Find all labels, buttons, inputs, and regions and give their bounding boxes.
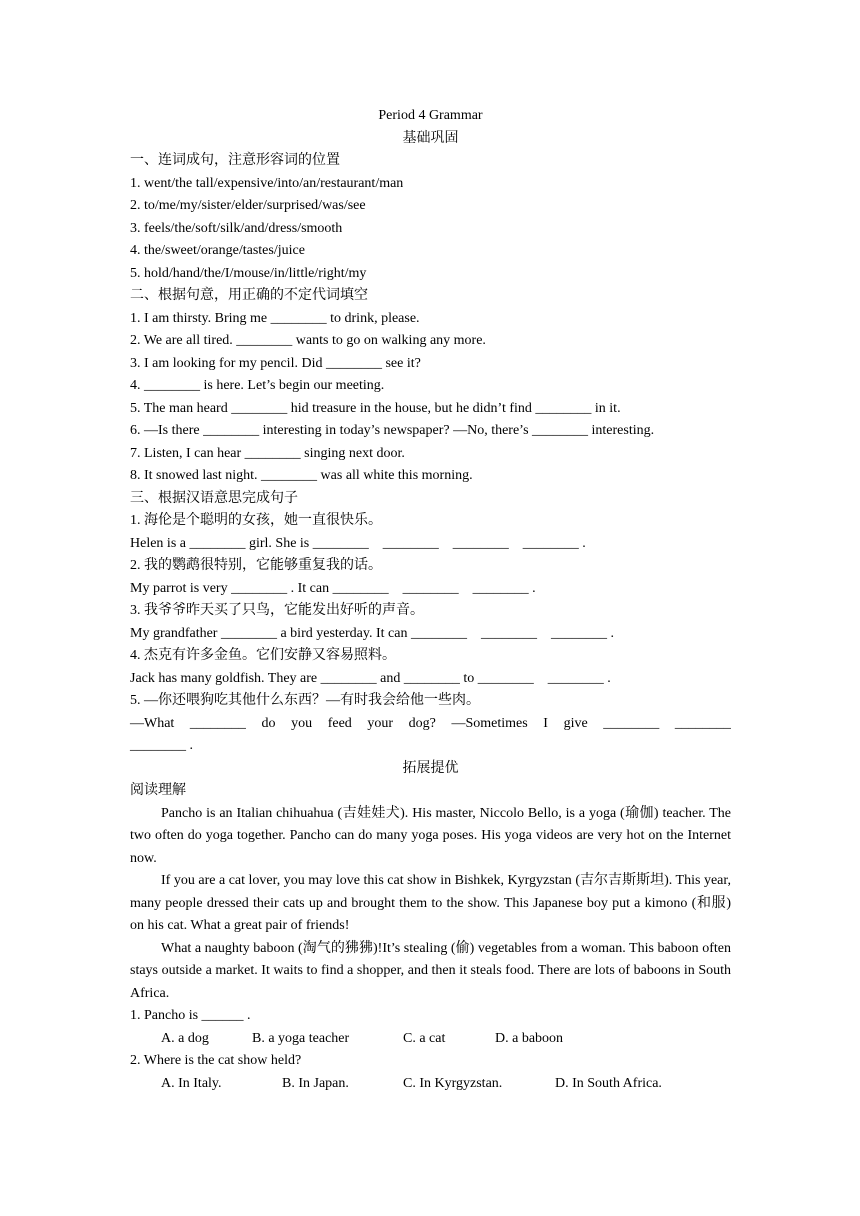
part2-item-2: 2. We are all tired. ________ wants to go on walking any more.: [130, 333, 486, 348]
question-2-options: [130, 1073, 731, 1096]
page-title: Period 4 Grammar: [378, 108, 483, 123]
option-c: C. In Kyrgyzstan.: [403, 1075, 503, 1091]
part3-item-1-chinese: 1. 海伦是个聪明的女孩，她一直很快乐。: [130, 513, 382, 528]
part2-item-1: 1. I am thirsty. Bring me ________ to drink, please.: [130, 310, 420, 326]
question-2: 2. Where is the cat show held?: [130, 1053, 302, 1068]
part2-item-8: 8. It snowed last night. ________ was all white this morning.: [130, 468, 473, 483]
part1-item-1: 1. went/the tall/expensive/into/an/restaurant/man: [130, 175, 404, 191]
part3-item-4-chinese: 4. 杰克有许多金鱼。它们安静又容易照料。: [130, 648, 396, 663]
part3-item-3-english: My grandfather ________ a bird yesterday. It can ________ ________ ________ .: [130, 625, 614, 641]
word: dog?: [408, 715, 436, 731]
word: your: [367, 715, 394, 731]
reading-paragraph-2: If you are a cat lover, you may love this cat show in Bishkek, Kyrgyzstan (吉尔吉斯斯坦). This year, many people dressed their cats up and brought them to the show. This Japanese boy put a kimono (和服) on his cat. What a great pair of friends!: [130, 873, 731, 933]
part3-heading: 三、根据汉语意思完成句子: [130, 490, 298, 506]
part3-item-4-english: Jack has many goldfish. They are ________ and ________ to ________ ________ .: [130, 670, 611, 686]
option-b: B. In Japan.: [282, 1075, 349, 1091]
part1-item-3: 3. feels/the/soft/silk/and/dress/smooth: [130, 220, 343, 236]
word: —What: [130, 715, 175, 731]
part3-item-5-chinese: 5. —你还喂狗吃其他什么东西？—有时我会给他一些肉。: [130, 693, 480, 708]
part2-item-4: 4. ________ is here. Let’s begin our meeting.: [130, 378, 385, 393]
part1-item-5: 5. hold/hand/the/I/mouse/in/little/right/my: [130, 265, 367, 281]
word: feed: [327, 715, 352, 731]
word: do: [261, 715, 276, 731]
part1-heading: 一、连词成句，注意形容词的位置: [130, 153, 340, 168]
worksheet-content: [130, 105, 731, 1095]
option-d: D. In South Africa.: [555, 1075, 662, 1091]
word: —Sometimes: [451, 715, 528, 731]
option-a: A. In Italy.: [161, 1075, 222, 1091]
word: I: [543, 715, 548, 731]
part2-item-5: 5. The man heard ________ hid treasure in the house, but he didn’t find ________ in it.: [130, 400, 621, 416]
section-basic-title: 基础巩固: [402, 130, 459, 146]
blank: ________: [603, 715, 660, 731]
part2-item-6: 6. —Is there ________ interesting in today’s newspaper? —No, there’s ________ interesting.: [130, 423, 655, 438]
option-c: C. a cat: [403, 1030, 446, 1046]
part2-item-7: 7. Listen, I can hear ________ singing next door.: [130, 445, 405, 461]
question-1: 1. Pancho is ______ .: [130, 1008, 251, 1023]
part3-item-3-chinese: 3. 我爷爷昨天买了只鸟，它能发出好听的声音。: [130, 603, 424, 618]
part3-item-2-chinese: 2. 我的鹦鹉很特别，它能够重复我的话。: [130, 558, 382, 573]
part3-item-1-english: Helen is a ________ girl. She is ________ ________ ________ ________ .: [130, 535, 586, 551]
section-extension-title: 拓展提优: [402, 760, 459, 776]
reading-paragraph-3: What a naughty baboon (淘气的狒狒)!It’s stealing (偷) vegetables from a woman. This baboon often stays outside a market. It waits to find a shopper, and then it steals food. There are lots of baboons in South Africa.: [130, 940, 731, 1001]
part2-heading: 二、根据句意，用正确的不定代词填空: [130, 288, 368, 303]
option-d: D. a baboon: [495, 1030, 564, 1046]
option-b: B. a yoga teacher: [252, 1030, 350, 1046]
word: give: [563, 715, 588, 731]
part3-item-5-english-cont: ________ .: [130, 738, 193, 753]
part2-item-3: 3. I am looking for my pencil. Did ________ see it?: [130, 355, 421, 371]
reading-paragraph-1: Pancho is an Italian chihuahua (吉娃娃犬). His master, Niccolo Bello, is a yoga (瑜伽) teacher. The two often do yoga together. Pancho can do many yoga poses. His yoga videos are very hot on the Internet now.: [130, 805, 731, 866]
part1-item-4: 4. the/sweet/orange/tastes/juice: [130, 243, 305, 258]
blank: ________: [674, 715, 731, 731]
option-a: A. a dog: [161, 1030, 209, 1046]
question-1-options: [130, 1028, 731, 1051]
part3-item-2-english: My parrot is very ________ . It can ________ ________ ________ .: [130, 580, 536, 596]
word: you: [291, 715, 313, 731]
part3-item-5-english: [130, 713, 731, 736]
blank: ________: [189, 715, 246, 731]
reading-label: 阅读理解: [130, 783, 186, 798]
part1-item-2: 2. to/me/my/sister/elder/surprised/was/see: [130, 198, 366, 213]
